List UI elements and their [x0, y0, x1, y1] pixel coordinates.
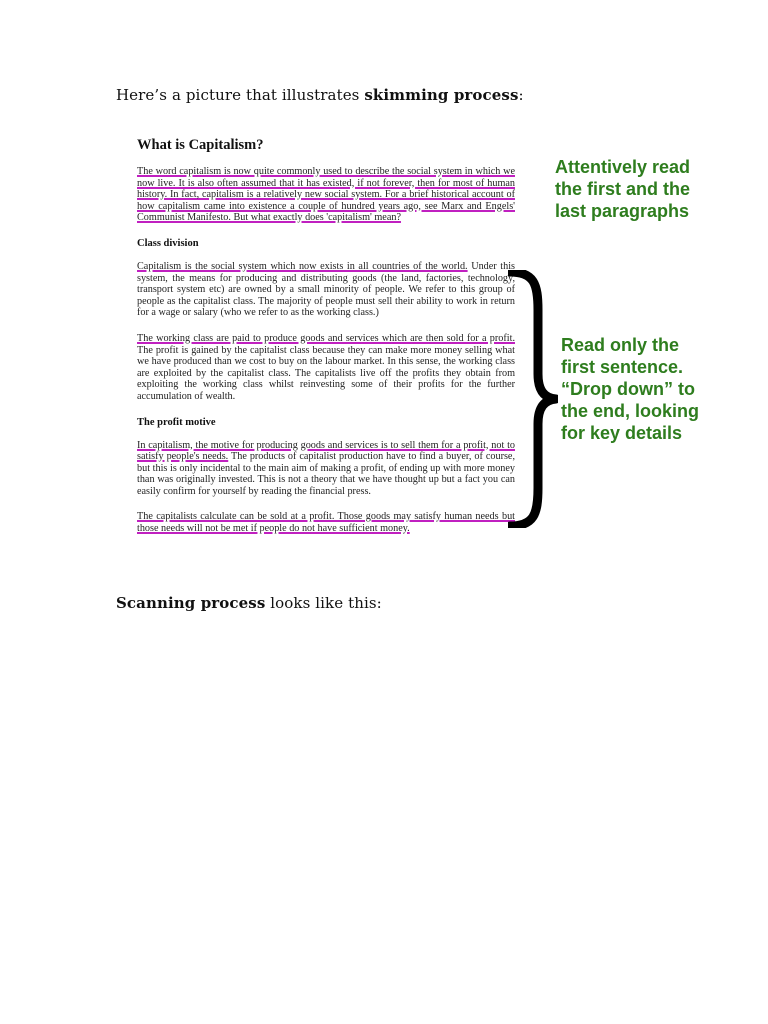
paragraph-intro [137, 166, 515, 224]
paragraph-final [137, 511, 515, 534]
paragraph-rest: The profit is gained by the capitalist class because they can make more money selling what we have produced than we cost to buy on the labour market. In this sense, the working class are exploited by the capitalist class. The capitalists live off the profits they obtain from exploiting the working class whilst reinvesting some of their profits for the further accumulation of wealth. [137, 344, 515, 402]
highlighted-text: The word capitalism is now quite commonly used to describe the social system in which we now live. It is also often assumed that it has existed, if not forever, then for most of human history. In fact, capitalism is a relatively new social system. For a brief historical account of how capitalism came into existence a couple of hundred years ago, see Marx and Engels' Communist Manifesto. But what exactly does 'capitalism' mean? [137, 166, 515, 224]
skimming-illustration [130, 128, 710, 576]
section-heading-profit-motive: The profit motive [137, 416, 216, 428]
skimming-process-term: skimming process [364, 86, 519, 104]
paragraph-rest: The products of capitalist production have to find a buyer, of course, but this is only incidental to the main aim of making a profit, of ending up with more money than was originally invested. This is not a theory that we have thought up but a fact you can easily confirm for yourself by reading the financial press. [137, 451, 515, 497]
paragraph-profit-1 [137, 440, 515, 498]
sample-document [137, 128, 515, 549]
paragraph-class-2 [137, 333, 515, 403]
highlighted-first-sentence: The working class are paid to produce goods and services which are then sold for a profit. [137, 332, 515, 344]
annotation-first-sentence: Read only the first sentence. “Drop down” to the end, looking for key details [561, 335, 699, 443]
document-title: What is Capitalism? [137, 137, 264, 153]
highlighted-first-sentence: Capitalism is the social system which now exists in all countries of the world. [137, 260, 468, 272]
intro-prefix: Here’s a picture that illustrates [116, 86, 365, 104]
highlighted-first-sentence: In capitalism, the motive for producing goods and services is to sell them for a profit, not to satisfy people's needs. [137, 439, 515, 463]
section-heading-class-division: Class division [137, 237, 199, 249]
intro-suffix: : [518, 86, 524, 104]
intro-sentence [116, 86, 524, 104]
scanning-sentence [116, 594, 382, 612]
annotation-first-last: Attentively read the first and the last paragraphs [555, 157, 691, 221]
paragraph-class-1 [137, 261, 515, 319]
paragraph-rest: Under this system, the means for producing and distributing goods (the land, factories, technology, transport system etc) are owned by a small minority of people. We refer to this group of people as the capitalist class. The majority of people must sell their ability to work in return for a wage or salary (who we refer to as the working class.) [137, 260, 515, 319]
curly-brace-icon [508, 270, 558, 528]
scanning-suffix: looks like this: [265, 594, 382, 612]
scanning-process-term: Scanning process [116, 594, 266, 612]
highlighted-text: The capitalists calculate can be sold at a profit. Those goods may satisfy human needs but those needs will not be met if people do not have sufficient money. [137, 511, 515, 535]
